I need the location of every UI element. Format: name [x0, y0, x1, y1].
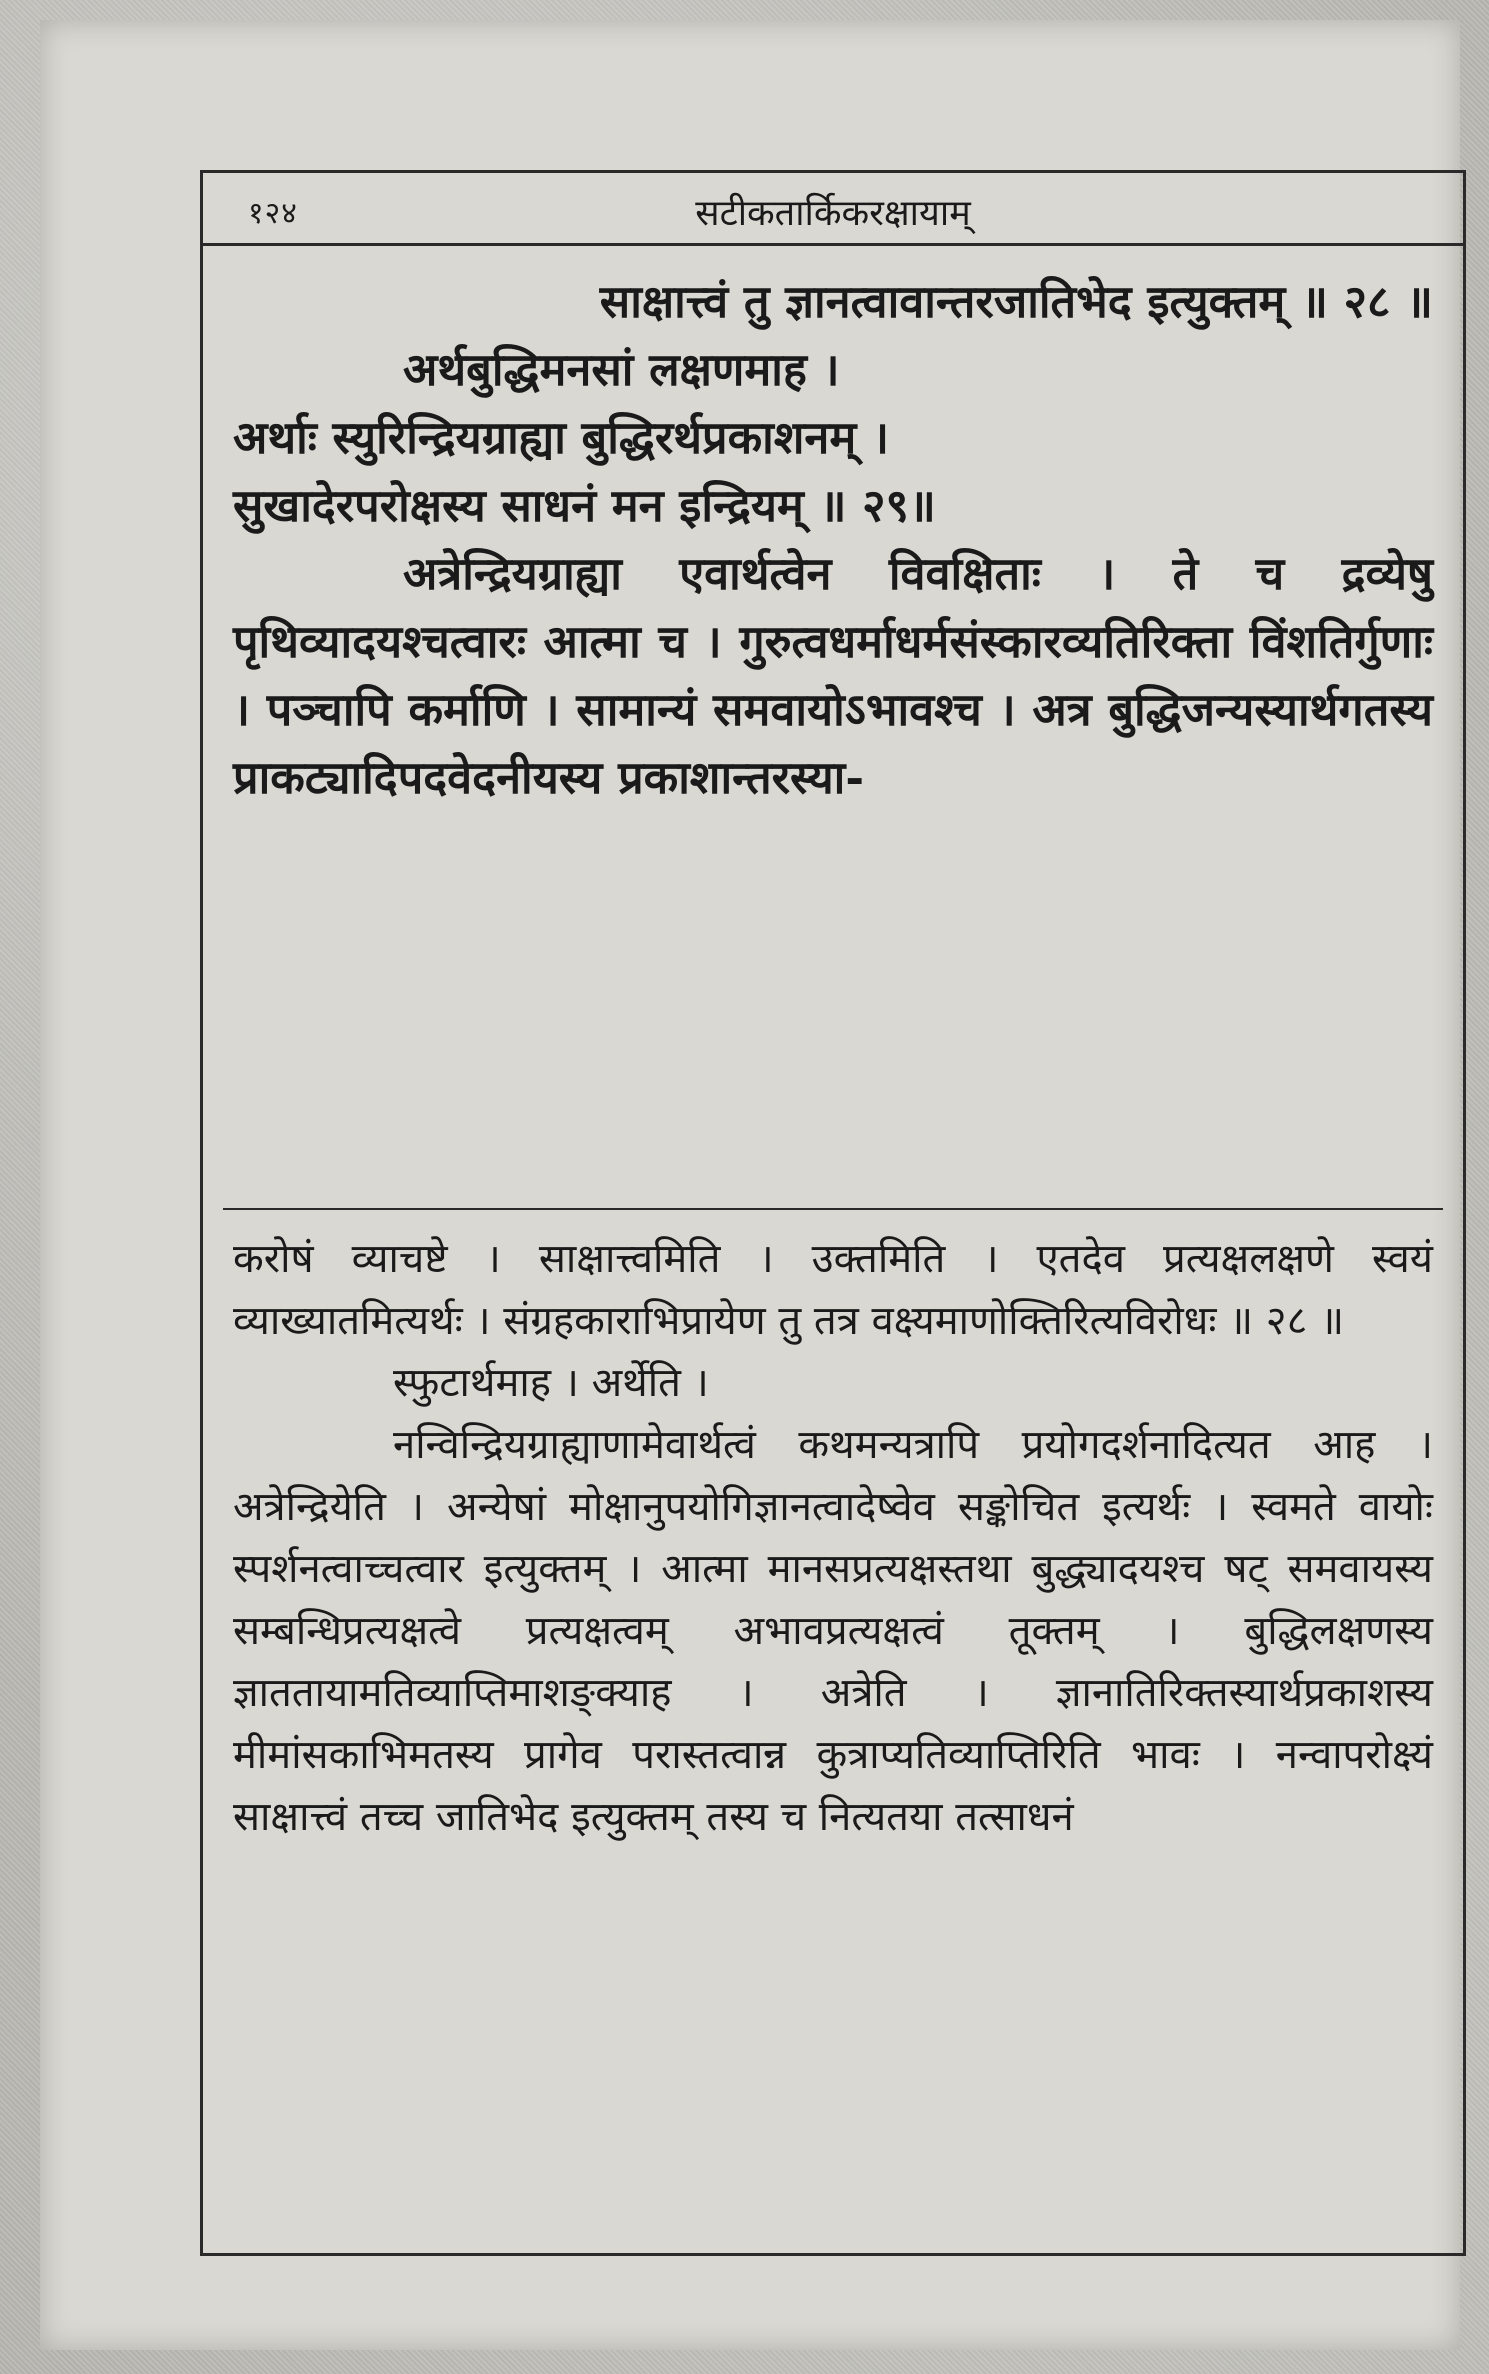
main-text-intro: अर्थबुद्धिमनसां लक्षणमाह । — [403, 343, 840, 396]
commentary-intro: स्फुटार्थमाह । अर्थेति । — [393, 1360, 709, 1406]
main-text-line-1: साक्षात्त्वं तु ज्ञानत्वावान्तरजातिभेद इत्युक्तम् ॥ २८ ॥ — [599, 275, 1433, 328]
page-number: १२४ — [248, 196, 298, 231]
book-page — [40, 20, 1460, 2350]
commentary-paragraph-1: करोषं व्याचष्टे । साक्षात्त्वमिति । उक्तमिति । एतदेव प्रत्यक्षलक्षणे स्वयं व्याख्यातमित्यर्थः । संग्रहकाराभिप्रायेण तु तत्र वक्ष्यमाणोक्तिरित्यविरोधः ॥ २८ ॥ — [233, 1236, 1433, 1344]
commentary — [233, 1228, 1433, 1848]
running-title: सटीकतार्किकरक्षायाम् — [695, 193, 971, 234]
commentary-paragraph-2: नन्विन्द्रियग्राह्याणामेवार्थत्वं कथमन्यत्रापि प्रयोगदर्शनादित्यत आह । अत्रेन्द्रियेति । अन्येषां मोक्षानुपयोगिज्ञानत्वादेष्वेव सङ्कोचित इत्यर्थः । स्वमते वायोः स्पर्शनत्वाच्चत्वार इत्युक्तम् । आत्मा मानसप्रत्यक्षस्तथा बुद्ध्यादयश्च षट् समवायस्य सम्बन्धिप्रत्यक्षत्वे प्रत्यक्षत्वम् अभावप्रत्यक्षत्वं तूक्तम् । बुद्धिलक्षणस्य ज्ञाततायामतिव्याप्तिमाशङ्क्याह । अत्रेति । ज्ञानातिरिक्तस्यार्थप्रकाशस्य मीमांसकाभिमतस्य प्रागेव परास्तत्वान्न कुत्राप्यतिव्याप्तिरिति भावः । नन्वापरोक्ष्यं साक्षात्त्वं तच्च जातिभेद इत्युक्तम् तस्य च नित्यतया तत्साधनं — [233, 1422, 1433, 1840]
verse-line-2: सुखादेरपरोक्षस्य साधनं मन इन्द्रियम् ॥ २९॥ — [233, 479, 936, 532]
section-divider — [223, 1208, 1443, 1210]
main-text — [233, 268, 1433, 812]
text-frame — [200, 170, 1466, 2256]
verse-line-1: अर्थाः स्युरिन्द्रियग्राह्या बुद्धिरर्थप्रकाशनम् । — [233, 411, 890, 464]
page-header — [203, 173, 1463, 246]
main-text-paragraph: अत्रेन्द्रियग्राह्या एवार्थत्वेन विवक्षिताः । ते च द्रव्येषु पृथिव्यादयश्चत्वारः आत्मा च । गुरुत्वधर्माधर्मसंस्कारव्यतिरिक्ता विंशतिर्गुणाः । पञ्चापि कर्माणि । सामान्यं समवायोऽभावश्च । अत्र बुद्धिजन्यस्यार्थगतस्य प्राकट्यादिपदवेदनीयस्य प्रकाशान्तरस्या- — [233, 547, 1433, 804]
